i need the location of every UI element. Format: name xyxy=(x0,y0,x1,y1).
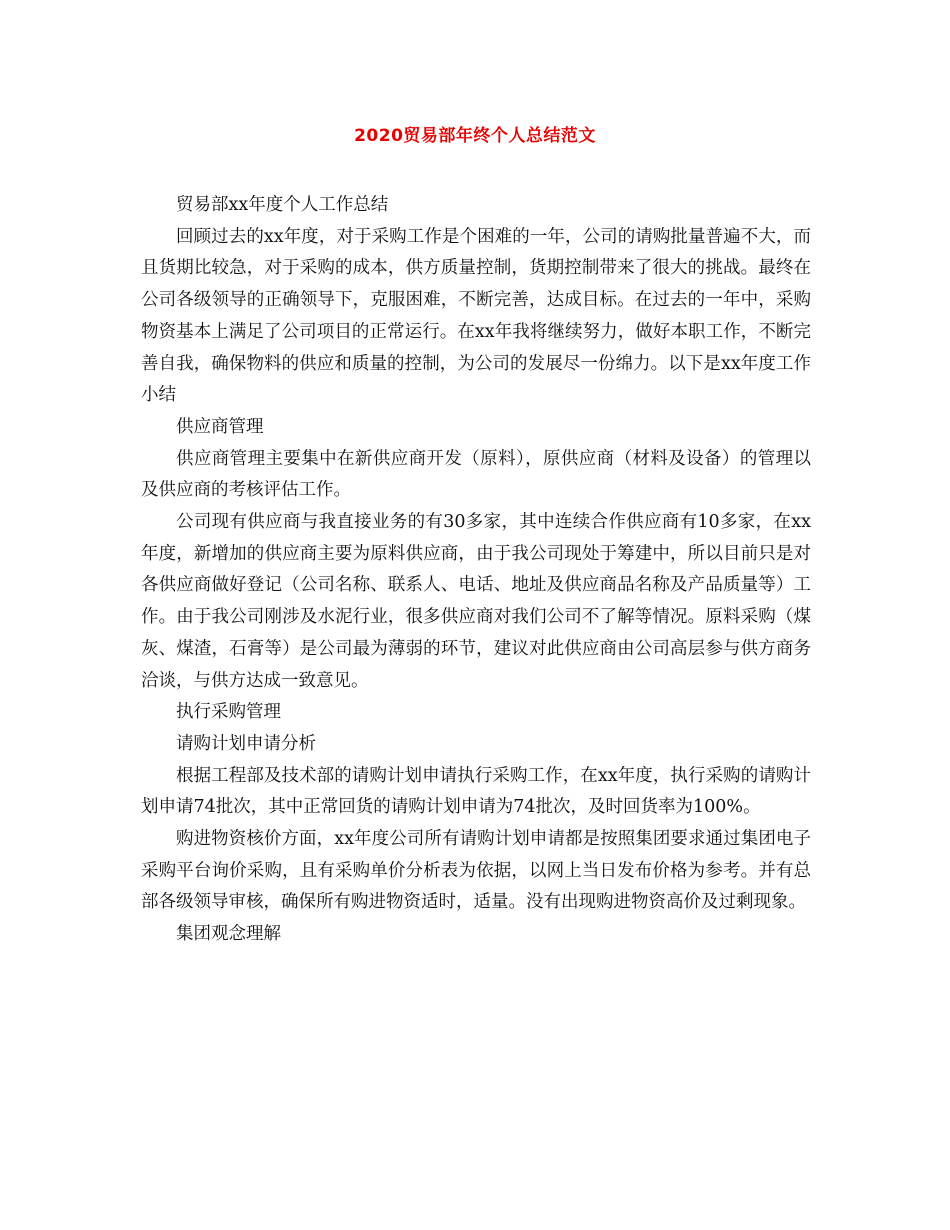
paragraph-supplier-focus: 供应商管理主要集中在新供应商开发（原料），原供应商（材料及设备）的管理以及供应商的考核评估工作。 xyxy=(141,448,811,501)
paragraph-pricing: 购进物资核价方面，xx年度公司所有请购计划申请都是按照集团要求通过集团电子采购平台询价采购，且有采购单价分析表为依据，以网上当日发布价格为参考。并有总部各级领导审核，确保所有购进物资适时，适量。没有出现购进物资高价及过剩现象。 xyxy=(141,829,811,913)
document-title: 2020贸易部年终个人总结范文 xyxy=(354,126,596,146)
document-body xyxy=(141,190,811,951)
section-heading-request-analysis: 请购计划申请分析 xyxy=(176,733,316,754)
section-heading-group-concept: 集团观念理解 xyxy=(176,924,281,945)
section-heading-annual-summary: 贸易部xx年度个人工作总结 xyxy=(176,195,389,215)
paragraph-review: 回顾过去的xx年度，对于采购工作是个困难的一年，公司的请购批量普遍不大，而且货期比较急，对于采购的成本，供方质量控制，货期控制带来了很大的挑战。最终在公司各级领导的正确领导下，克服困难，不断完善，达成目标。在过去的一年中，采购物资基本上满足了公司项目的正常运行。在xx年我将继续努力，做好本职工作，不断完善自我，确保物料的供应和质量的控制，为公司的发展尽一份绵力。以下是xx年度工作小结 xyxy=(141,226,811,406)
section-heading-procurement-execution: 执行采购管理 xyxy=(176,702,281,723)
paragraph-request-stats: 根据工程部及技术部的请购计划申请执行采购工作，在xx年度，执行采购的请购计划申请74批次，其中正常回货的请购计划申请为74批次，及时回货率为100%。 xyxy=(141,765,811,818)
paragraph-supplier-details: 公司现有供应商与我直接业务的有30多家，其中连续合作供应商有10多家，在xx年度，新增加的供应商主要为原料供应商，由于我公司现处于筹建中，所以目前只是对各供应商做好登记（公司名称、联系人、电话、地址及供应商品名称及产品质量等）工作。由于我公司刚涉及水泥行业，很多供应商对我们公司不了解等情况。原料采购（煤灰、煤渣，石膏等）是公司最为薄弱的环节，建议对此供应商由公司高层参与供方商务洽谈，与供方达成一致意见。 xyxy=(141,512,811,691)
section-heading-supplier-management: 供应商管理 xyxy=(176,416,264,437)
